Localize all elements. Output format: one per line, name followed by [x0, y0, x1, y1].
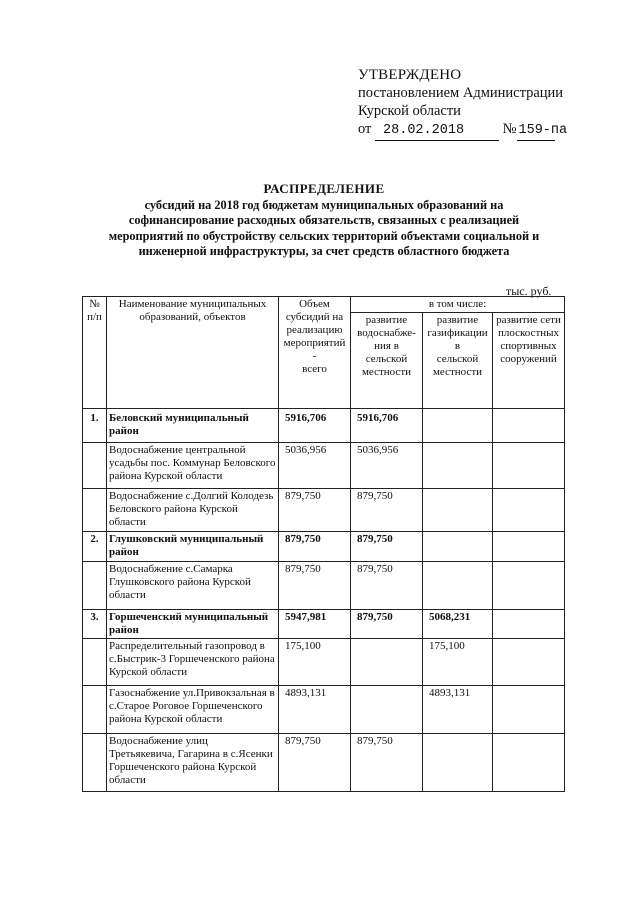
row-sport: [493, 734, 565, 792]
header-water-line: водоснабже-: [357, 327, 416, 339]
table-row: [83, 610, 565, 639]
row-gas: [423, 489, 493, 532]
row-num: [83, 734, 107, 792]
row-sport: [493, 686, 565, 734]
header-water-line: развитие: [365, 314, 408, 326]
row-name: Горшеченский муниципальный район: [107, 610, 279, 639]
row-water: [351, 639, 423, 686]
number-prefix: №: [502, 121, 517, 137]
table-header: [83, 297, 565, 409]
approval-number: 159-па: [517, 122, 555, 141]
title-main: РАСПРЕДЕЛЕНИЕ: [263, 181, 385, 196]
title-line-4: инженерной инфраструктуры, за счет средств областного бюджета: [138, 244, 510, 258]
row-gas: [423, 532, 493, 562]
row-num: [83, 562, 107, 610]
row-name: Водоснабжение улиц Третьякевича, Гагарина в с.Ясенки Горшеченского района Курской области: [107, 734, 279, 792]
header-sport: [493, 313, 565, 409]
row-total: 5916,706: [279, 409, 351, 443]
date-prefix: от: [358, 121, 372, 137]
header-total-line: мероприятий -: [283, 337, 346, 362]
row-num: 1.: [83, 409, 107, 443]
header-gas-line: сельской: [436, 353, 479, 365]
header-gas: [423, 313, 493, 409]
approval-line-2: Курской области: [358, 103, 461, 119]
row-water: 879,750: [351, 532, 423, 562]
approval-dateline: [358, 120, 568, 141]
header-water-line: местности: [361, 366, 412, 378]
row-gas: [423, 562, 493, 610]
header-num: [83, 297, 107, 409]
row-gas: 4893,131: [423, 686, 493, 734]
row-name: Беловский муниципальный район: [107, 409, 279, 443]
document-title: [96, 181, 552, 260]
row-total: 5947,981: [279, 610, 351, 639]
approval-stamp: [358, 66, 568, 141]
row-sport: [493, 610, 565, 639]
units-label: тыс. руб.: [506, 284, 552, 298]
row-sport: [493, 532, 565, 562]
row-total: 879,750: [279, 734, 351, 792]
table-row: [83, 686, 565, 734]
header-gas-line: местности: [432, 366, 483, 378]
row-water: [351, 686, 423, 734]
header-total-line: реализацию: [286, 324, 343, 336]
header-total: [279, 297, 351, 409]
row-water: 879,750: [351, 562, 423, 610]
header-water-line: ния в: [374, 340, 399, 352]
row-name: Водоснабжение с.Долгий Колодезь Беловского района Курской области: [107, 489, 279, 532]
row-sport: [493, 489, 565, 532]
approval-line-1: постановлением Администрации: [358, 85, 564, 101]
row-water: 5036,956: [351, 443, 423, 489]
header-sport-line: развитие сети: [496, 314, 561, 326]
header-total-line: субсидий на: [285, 311, 344, 323]
table-row: [83, 409, 565, 443]
header-total-line: всего: [302, 363, 327, 375]
row-num: [83, 443, 107, 489]
row-sport: [493, 639, 565, 686]
header-num-line: №: [89, 298, 100, 310]
table-row: [83, 639, 565, 686]
header-gas-line: развитие: [436, 314, 479, 326]
table-row: [83, 443, 565, 489]
subsidy-table: [82, 296, 565, 792]
header-sport-line: сооружений: [500, 353, 557, 365]
approval-heading: УТВЕРЖДЕНО: [358, 67, 462, 83]
row-total: 879,750: [279, 562, 351, 610]
header-water: [351, 313, 423, 409]
row-num: [83, 686, 107, 734]
row-name: Водоснабжение с.Самарка Глушковского района Курской области: [107, 562, 279, 610]
row-gas: 175,100: [423, 639, 493, 686]
row-num: [83, 489, 107, 532]
header-name-line: Наименование муниципальных: [118, 298, 267, 310]
row-sport: [493, 443, 565, 489]
row-water: 879,750: [351, 734, 423, 792]
row-gas: 5068,231: [423, 610, 493, 639]
row-gas: [423, 443, 493, 489]
header-name-line: образований, объектов: [139, 311, 246, 323]
row-gas: [423, 409, 493, 443]
row-name: Глушковский муниципальный район: [107, 532, 279, 562]
row-num: 2.: [83, 532, 107, 562]
row-total: 5036,956: [279, 443, 351, 489]
header-name: [107, 297, 279, 409]
row-total: 175,100: [279, 639, 351, 686]
row-gas: [423, 734, 493, 792]
row-num: [83, 639, 107, 686]
row-water: 5916,706: [351, 409, 423, 443]
row-num: 3.: [83, 610, 107, 639]
row-name: Газоснабжение ул.Привокзальная в с.Старое Роговое Горшеченского района Курской области: [107, 686, 279, 734]
header-sport-line: спортивных: [500, 340, 557, 352]
table-row: [83, 489, 565, 532]
row-water: 879,750: [351, 610, 423, 639]
title-line-1: субсидий на 2018 год бюджетам муниципальных образований на: [144, 197, 504, 212]
header-water-line: сельской: [365, 353, 408, 365]
row-water: 879,750: [351, 489, 423, 532]
header-gas-line: газификации в: [427, 327, 488, 352]
title-line-3: мероприятий по обустройству сельских территорий объектами социальной и: [108, 228, 540, 243]
row-name: Распределительный газопровод в с.Быстрик-3 Горшеченского района Курской области: [107, 639, 279, 686]
table-row: [83, 532, 565, 562]
title-line-2: софинансирование расходных обязательств, связанных с реализацией: [128, 213, 520, 227]
approval-date: 28.02.2018: [375, 122, 499, 141]
header-sport-line: плоскостных: [497, 327, 560, 339]
header-total-line: Объем: [299, 298, 330, 310]
row-total: 879,750: [279, 532, 351, 562]
row-total: 4893,131: [279, 686, 351, 734]
table-row: [83, 734, 565, 792]
header-including: в том числе:: [351, 297, 565, 313]
row-sport: [493, 562, 565, 610]
header-num-line: п/п: [87, 311, 102, 323]
row-total: 879,750: [279, 489, 351, 532]
row-sport: [493, 409, 565, 443]
table-row: [83, 562, 565, 610]
row-name: Водоснабжение центральной усадьбы пос. Коммунар Беловского района Курской области: [107, 443, 279, 489]
